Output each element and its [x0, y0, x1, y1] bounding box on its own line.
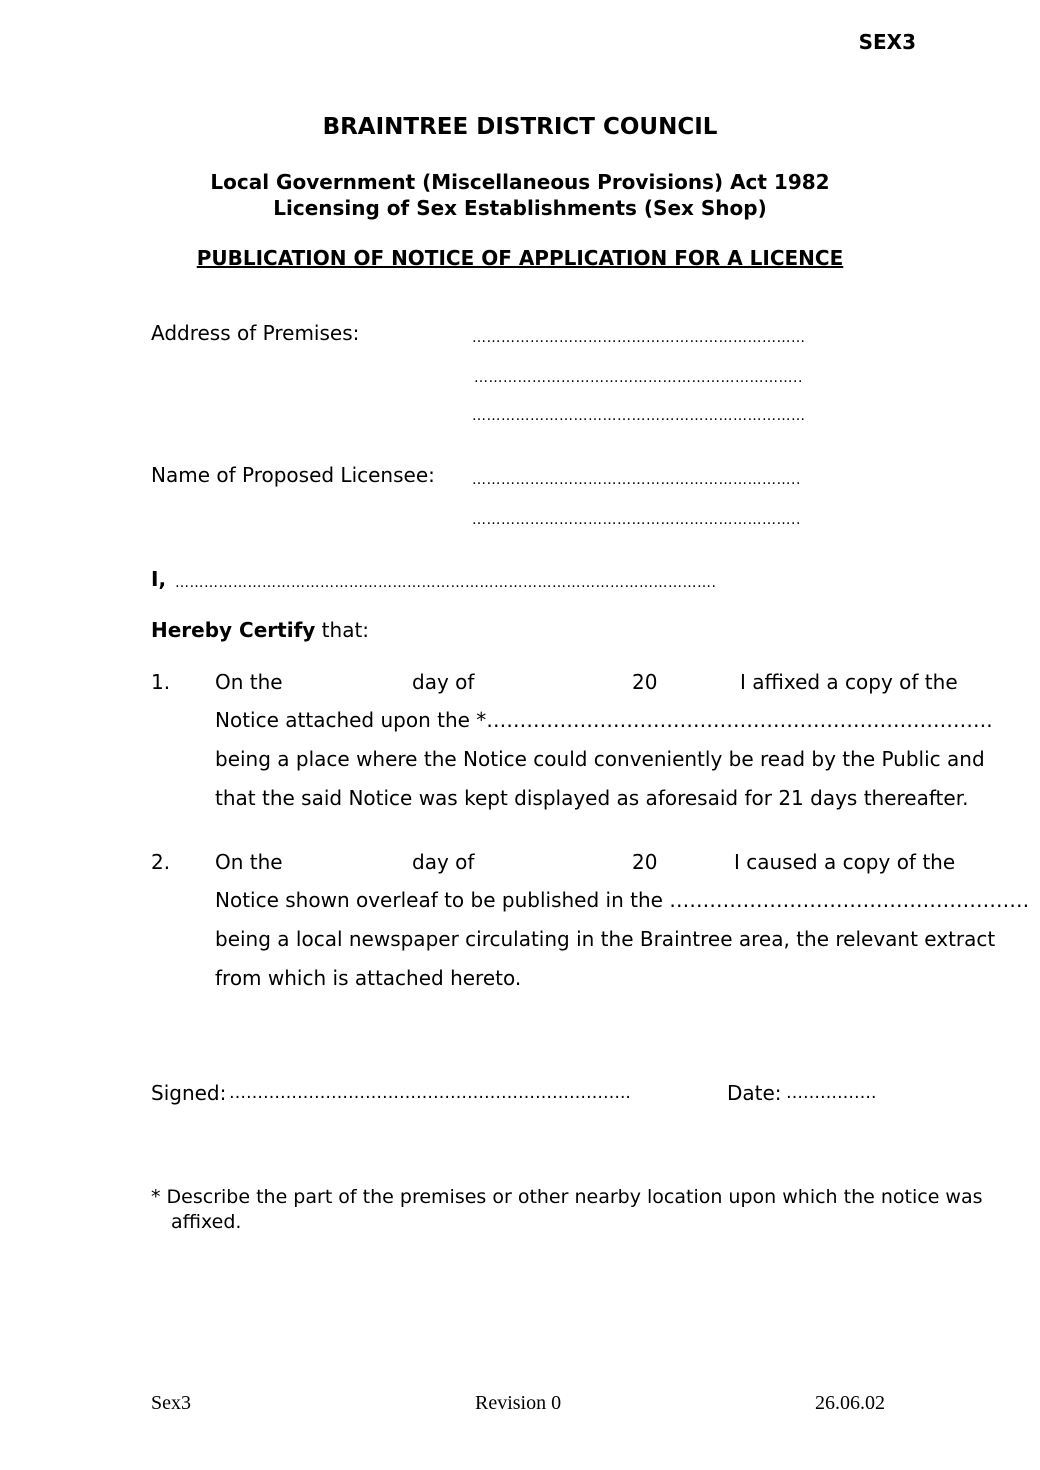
item-1-day-of: day of [412, 670, 475, 694]
item-1-line-3: being a place where the Notice could conveniently be read by the Public and [215, 747, 985, 771]
item-2-number: 2. [151, 850, 171, 874]
premises-label: Address of Premises: [151, 321, 360, 345]
premises-address-line-2[interactable]: ………………………………………………………….. [474, 370, 803, 386]
licensee-name-line-1[interactable]: ………………………………………………………….. [472, 472, 801, 488]
document-heading: PUBLICATION OF NOTICE OF APPLICATION FOR A LICENCE [196, 246, 844, 270]
footnote-line-2: affixed. [171, 1211, 242, 1233]
form-code: SEX3 [858, 30, 916, 54]
certify-bold: Hereby Certify [151, 618, 316, 642]
declarant-prefix: I, [151, 567, 167, 591]
item-2-line-4: from which is attached hereto. [215, 966, 522, 990]
premises-address-line-3[interactable]: …………………………………………………………… [472, 408, 806, 424]
footnote-line-1: * Describe the part of the premises or other nearby location upon which the notice was [151, 1186, 983, 1208]
item-1-tail: I affixed a copy of the [740, 670, 958, 694]
item-2-day-of: day of [412, 850, 475, 874]
item-2-line-2[interactable]: Notice shown overleaf to be published in the ……………………………………………… [215, 888, 1030, 912]
item-1-number: 1. [151, 670, 171, 694]
date-field[interactable]: ……………. [786, 1083, 877, 1103]
certify-rest: that: [315, 618, 370, 642]
item-2-tail: I caused a copy of the [734, 850, 956, 874]
footer-form-code: Sex3 [151, 1392, 191, 1414]
item-1-line-2[interactable]: Notice attached upon the *…………………………………………………………………. [215, 708, 993, 732]
footer-date: 26.06.02 [815, 1392, 885, 1414]
item-2-on-the: On the [215, 850, 283, 874]
item-1-line-4: that the said Notice was kept displayed as aforesaid for 21 days thereafter. [215, 786, 969, 810]
act-title-line2: Licensing of Sex Establishments (Sex Shop) [273, 196, 767, 220]
premises-address-line-1[interactable]: …………………………………………………………… [472, 330, 806, 346]
act-title-line1: Local Government (Miscellaneous Provisions) Act 1982 [210, 170, 830, 194]
footer-revision: Revision 0 [475, 1392, 562, 1414]
signature-field[interactable]: …………………………………………………………….. [229, 1083, 631, 1103]
declarant-name-field[interactable]: …………………………………………………………………………………………………. [175, 575, 717, 591]
item-2-year-prefix: 20 [632, 850, 658, 874]
council-title: BRAINTREE DISTRICT COUNCIL [322, 114, 718, 140]
date-label: Date: [727, 1081, 782, 1105]
licensee-name-line-2[interactable]: ………………………………………………………….. [472, 512, 801, 528]
item-1-year-prefix: 20 [632, 670, 658, 694]
signed-label: Signed: [151, 1081, 227, 1105]
item-2-line-3: being a local newspaper circulating in the Braintree area, the relevant extract [215, 927, 996, 951]
licensee-label: Name of Proposed Licensee: [151, 463, 435, 487]
certify-statement [151, 618, 369, 642]
item-1-on-the: On the [215, 670, 283, 694]
